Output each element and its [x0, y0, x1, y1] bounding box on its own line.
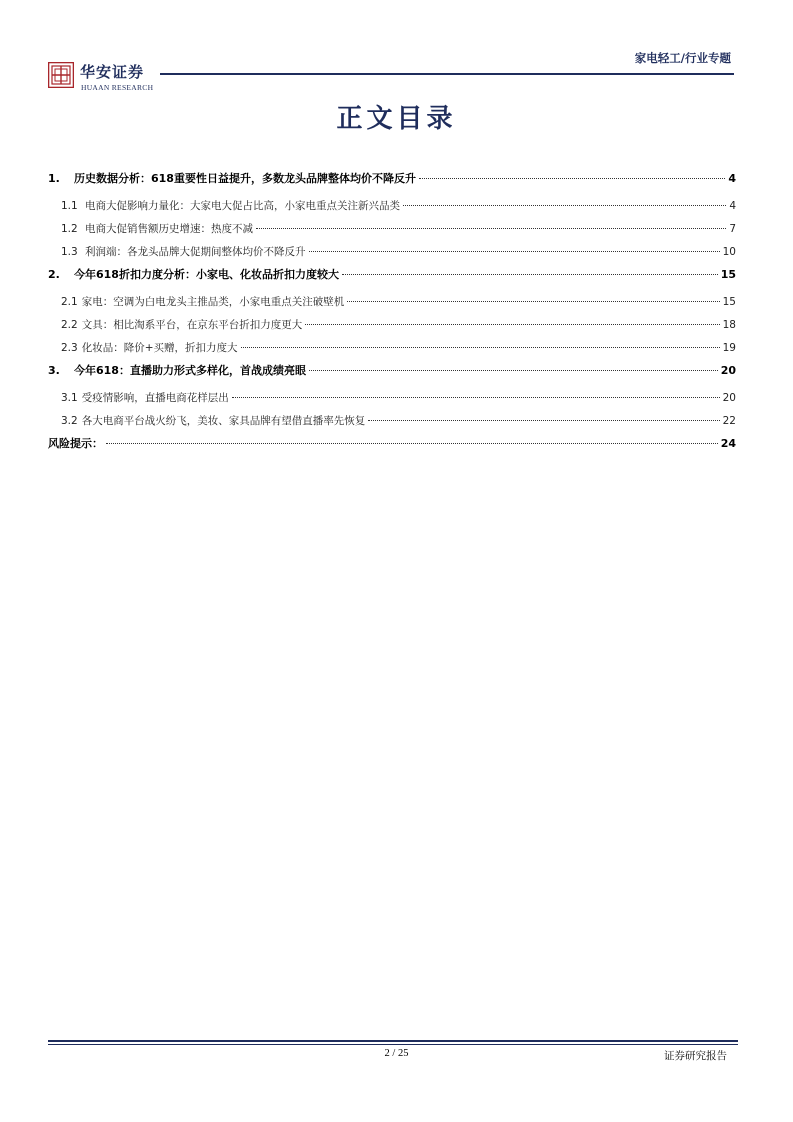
toc-entry-section-1-3[interactable]: [48, 241, 736, 264]
toc-entry-section-1-2[interactable]: [48, 218, 736, 241]
toc-entry-section-1-1[interactable]: [48, 195, 736, 218]
toc-entry-page: 7: [729, 223, 736, 235]
footer-divider-thin: [48, 1044, 738, 1045]
footer-divider: [48, 1040, 738, 1042]
toc-entry-section-1[interactable]: [48, 168, 736, 190]
toc-entry-title: 今年618折扣力度分析：小家电、化妆品折扣力度较大: [74, 268, 339, 281]
toc-entry-page: 10: [722, 246, 736, 258]
toc-dot-leader: [232, 397, 720, 398]
toc-dot-leader: [309, 370, 718, 371]
toc-entry-title: 今年618：直播助力形式多样化，首战成绩亮眼: [74, 364, 306, 377]
toc-dot-leader: [305, 324, 719, 325]
toc-entry-number: 1.1: [61, 200, 78, 212]
toc-entry-section-2-3[interactable]: [48, 337, 736, 360]
page-title: 正文目录: [336, 104, 457, 134]
toc-entry-page: 20: [720, 364, 736, 377]
toc-entry-title: 电商大促影响力量化：大家电大促占比高，小家电重点关注新兴品类: [85, 200, 401, 212]
page-indicator: 2 / 25: [384, 1048, 409, 1059]
toc-entry-title: 风险提示：: [48, 437, 103, 450]
toc-entry-title: 家电：空调为白电龙头主推品类，小家电重点关注破壁机: [81, 296, 345, 308]
toc-entry-section-3-2[interactable]: [48, 410, 736, 433]
toc-entry-title: 电商大促销售额历史增速：热度不减: [85, 223, 254, 235]
toc-entry-title: 历史数据分析：618重要性日益提升，多数龙头品牌整体均价不降反升: [74, 172, 416, 185]
toc-dot-leader: [403, 205, 726, 206]
toc-entry-number: 3.: [48, 364, 60, 377]
toc-entry-page: 4: [729, 200, 736, 212]
logo-chinese-name: 华安证券: [80, 63, 145, 81]
toc-entry-section-2-1[interactable]: [48, 291, 736, 314]
toc-entry-page: 4: [728, 172, 736, 185]
toc-entry-number: 1.: [48, 172, 60, 185]
toc-entry-section-2[interactable]: [48, 264, 736, 286]
toc-entry-number: 1.2: [61, 223, 78, 235]
toc-entry-title: 各大电商平台战火纷飞，美妆、家具品牌有望借直播率先恢复: [81, 415, 366, 427]
toc-entry-title: 受疫情影响，直播电商花样层出: [81, 392, 229, 404]
toc-entry-title: 文具：相比淘系平台，在京东平台折扣力度更大: [81, 319, 303, 331]
toc-dot-leader: [347, 301, 719, 302]
toc-dot-leader: [106, 443, 718, 444]
huaan-logo-icon: [48, 62, 74, 88]
toc-entry-number: 2.1: [61, 296, 78, 308]
toc-entry-page: 19: [722, 342, 736, 354]
toc-entry-title: 利润端：各龙头品牌大促期间整体均价不降反升: [85, 246, 306, 258]
toc-dot-leader: [256, 228, 726, 229]
toc-entry-page: 24: [720, 437, 736, 450]
toc-dot-leader: [419, 178, 725, 179]
toc-entry-page: 20: [722, 392, 736, 404]
toc-entry-title: 化妆品：降价+买赠，折扣力度大: [81, 342, 238, 354]
toc-entry-page: 22: [722, 415, 736, 427]
page-header: [0, 0, 793, 100]
toc-entry-section-3[interactable]: [48, 360, 736, 382]
toc-dot-leader: [241, 347, 720, 348]
toc-entry-number: 2.2: [61, 319, 78, 331]
header-divider: [160, 73, 734, 75]
toc-dot-leader: [342, 274, 718, 275]
toc-entry-number: 2.: [48, 268, 60, 281]
table-of-contents: [48, 168, 736, 455]
toc-dot-leader: [309, 251, 720, 252]
report-type: 证券研究报告: [664, 1050, 727, 1062]
toc-entry-number: 1.3: [61, 246, 78, 258]
toc-entry-page: 18: [722, 319, 736, 331]
toc-entry-page: 15: [720, 268, 736, 281]
logo-english-name: HUAAN RESEARCH: [81, 83, 154, 92]
toc-entry-number: 3.1: [61, 392, 78, 404]
toc-dot-leader: [368, 420, 719, 421]
toc-entry-risk[interactable]: [48, 433, 736, 455]
toc-entry-section-2-2[interactable]: [48, 314, 736, 337]
toc-entry-number: 3.2: [61, 415, 78, 427]
toc-entry-section-3-1[interactable]: [48, 387, 736, 410]
toc-entry-number: 2.3: [61, 342, 78, 354]
toc-entry-page: 15: [722, 296, 736, 308]
report-category: 家电轻工/行业专题: [634, 51, 731, 65]
